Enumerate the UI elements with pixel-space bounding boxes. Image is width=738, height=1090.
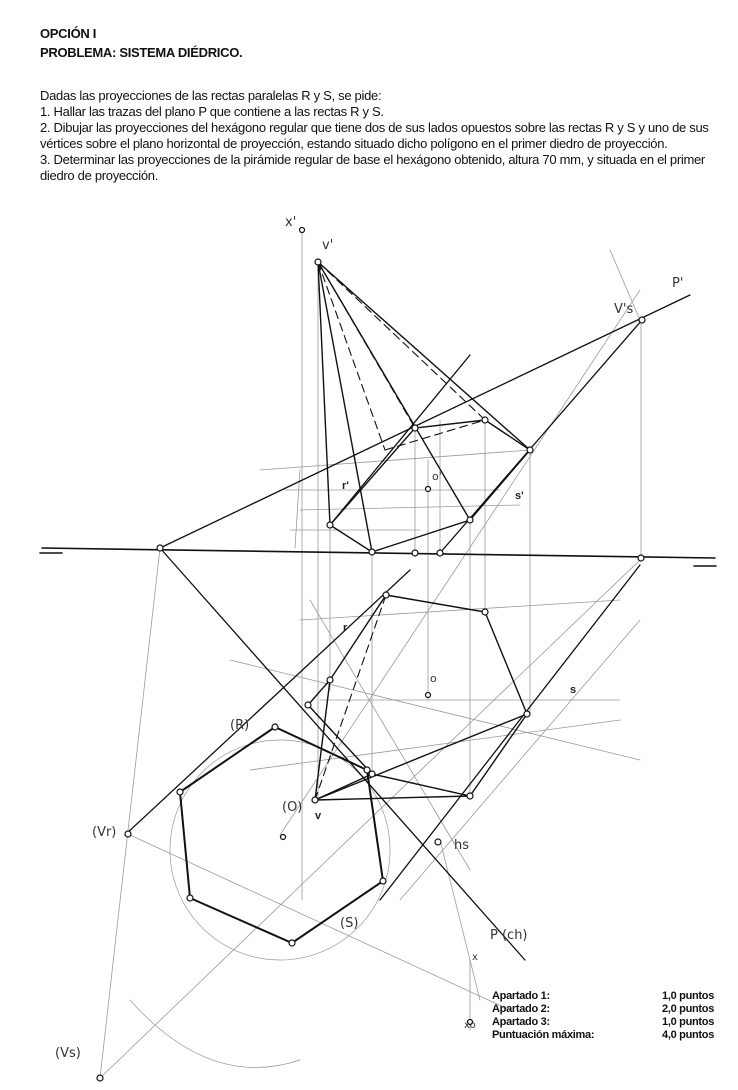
label-o-rotated: (O) — [282, 800, 303, 815]
scoring-label: Apartado 2: — [492, 1003, 550, 1015]
label-v-prime: v' — [322, 238, 334, 253]
scoring-row — [492, 1003, 722, 1016]
scoring-label: Apartado 3: — [492, 1016, 550, 1028]
line-s — [380, 565, 640, 900]
scoring-points: 1,0 puntos — [662, 990, 715, 1002]
label-p-prime: P' — [672, 276, 684, 291]
label-s-rotated: (S) — [340, 916, 359, 931]
label-x-prime: x' — [285, 215, 297, 230]
scoring-row — [492, 1016, 722, 1029]
plane-traces — [160, 295, 690, 960]
label-o-prime: o' — [432, 470, 442, 483]
vertical-trace-p-prime — [160, 295, 690, 548]
label-hs: hs — [454, 838, 470, 853]
label-vs-prime: V's — [614, 302, 634, 317]
scoring-row — [492, 990, 722, 1003]
scoring-points: 4,0 puntos — [662, 1029, 715, 1041]
scoring-label: Puntuación máxima: — [492, 1029, 595, 1041]
scoring-row — [492, 1029, 722, 1042]
scoring-points: 1,0 puntos — [662, 1016, 715, 1028]
statement-item-1: 1. Hallar las trazas del plano P que contiene a las rectas R y S. — [40, 104, 384, 119]
label-v: v — [315, 810, 322, 822]
label-xo: xo — [464, 1020, 476, 1031]
label-vr-rotated: (Vr) — [92, 825, 117, 840]
scoring-points: 2,0 puntos — [662, 1003, 715, 1015]
label-r: r — [343, 622, 348, 634]
pyramid-horizontal-projection — [308, 595, 527, 800]
scoring-table — [492, 990, 722, 1042]
label-x: x — [472, 952, 478, 963]
label-r-rotated: (R) — [230, 718, 250, 733]
label-vs-rotated: (Vs) — [55, 1046, 81, 1061]
label-s: s — [570, 684, 577, 696]
label-p-ch: P (ch) — [490, 928, 528, 943]
statement-item-2: 2. Dibujar las proyecciones del hexágono regular que tiene dos de sus lados opuestos sobre las rectas R y S y uno de sus vértices sobre el plano horizontal de proyección, estando situado dicho polígono en el primer diedro de proyección. — [40, 120, 709, 151]
label-o: o — [430, 672, 437, 685]
statement-item-3: 3. Determinar las proyecciones de la pirámide regular de base el hexágono obtenido, altura 70 mm, y situada en el primer diedro de proyección. — [40, 152, 705, 183]
problem-heading: PROBLEMA: SISTEMA DIÉDRICO. — [40, 45, 243, 60]
label-r-prime: r' — [342, 480, 349, 492]
pyramid-hidden-edges-vertical — [318, 262, 485, 450]
label-s-prime: s' — [515, 490, 524, 502]
option-heading: OPCIÓN I — [40, 26, 97, 41]
scoring-label: Apartado 1: — [492, 990, 550, 1002]
statement-intro: Dadas las proyecciones de las rectas paralelas R y S, se pide: — [40, 88, 382, 103]
